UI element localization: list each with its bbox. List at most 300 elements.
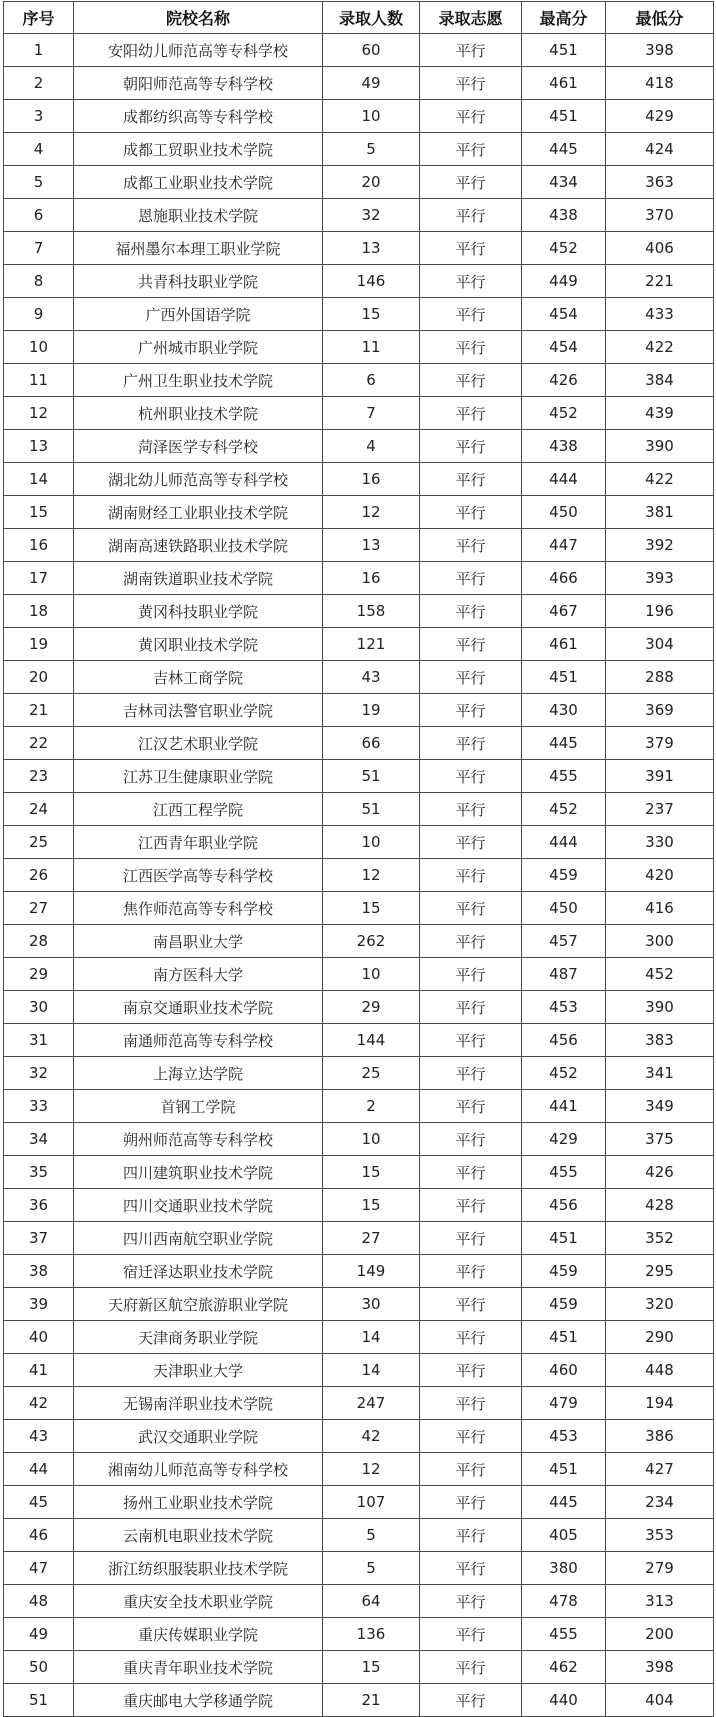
table-row [4,496,714,529]
cell-max-score: 451 [522,1453,606,1486]
header-seq: 序号 [4,2,74,34]
cell-school-name: 四川交通职业技术学院 [74,1189,323,1222]
cell-max-score: 441 [522,1090,606,1123]
cell-school-name: 重庆安全技术职业学院 [74,1585,323,1618]
cell-min-score: 429 [606,100,714,133]
cell-seq: 44 [4,1453,74,1486]
cell-min-score: 427 [606,1453,714,1486]
cell-volunteer-type: 平行 [420,1420,522,1453]
cell-max-score: 452 [522,397,606,430]
cell-admitted-count: 25 [323,1057,420,1090]
cell-seq: 41 [4,1354,74,1387]
table-row [4,166,714,199]
cell-max-score: 444 [522,826,606,859]
cell-school-name: 成都纺织高等专科学校 [74,100,323,133]
cell-school-name: 广州城市职业学院 [74,331,323,364]
cell-seq: 39 [4,1288,74,1321]
table-row [4,1354,714,1387]
cell-min-score: 406 [606,232,714,265]
table-row [4,463,714,496]
cell-school-name: 湖北幼儿师范高等专科学校 [74,463,323,496]
cell-min-score: 300 [606,925,714,958]
cell-volunteer-type: 平行 [420,628,522,661]
cell-seq: 33 [4,1090,74,1123]
cell-min-score: 237 [606,793,714,826]
cell-max-score: 445 [522,1486,606,1519]
cell-admitted-count: 51 [323,793,420,826]
table-row [4,562,714,595]
cell-admitted-count: 10 [323,1123,420,1156]
cell-volunteer-type: 平行 [420,793,522,826]
header-max-score: 最高分 [522,2,606,34]
cell-max-score: 450 [522,892,606,925]
cell-volunteer-type: 平行 [420,1288,522,1321]
table-row [4,1651,714,1684]
cell-min-score: 448 [606,1354,714,1387]
cell-max-score: 455 [522,1618,606,1651]
cell-min-score: 304 [606,628,714,661]
cell-min-score: 363 [606,166,714,199]
cell-school-name: 天津商务职业学院 [74,1321,323,1354]
cell-seq: 15 [4,496,74,529]
cell-school-name: 江汉艺术职业学院 [74,727,323,760]
cell-admitted-count: 5 [323,1552,420,1585]
cell-seq: 1 [4,34,74,67]
cell-seq: 29 [4,958,74,991]
table-row [4,430,714,463]
cell-min-score: 313 [606,1585,714,1618]
cell-max-score: 479 [522,1387,606,1420]
table-row [4,529,714,562]
table-row [4,67,714,100]
cell-volunteer-type: 平行 [420,397,522,430]
cell-admitted-count: 43 [323,661,420,694]
cell-school-name: 首钢工学院 [74,1090,323,1123]
cell-max-score: 455 [522,760,606,793]
cell-min-score: 384 [606,364,714,397]
cell-volunteer-type: 平行 [420,1585,522,1618]
cell-min-score: 390 [606,430,714,463]
cell-volunteer-type: 平行 [420,958,522,991]
cell-min-score: 379 [606,727,714,760]
cell-volunteer-type: 平行 [420,166,522,199]
cell-seq: 12 [4,397,74,430]
cell-school-name: 成都工业职业技术学院 [74,166,323,199]
cell-school-name: 湖南高速铁路职业技术学院 [74,529,323,562]
cell-min-score: 422 [606,463,714,496]
table-row [4,364,714,397]
cell-min-score: 398 [606,34,714,67]
table-row [4,1420,714,1453]
cell-school-name: 湘南幼儿师范高等专科学校 [74,1453,323,1486]
cell-min-score: 200 [606,1618,714,1651]
table-row [4,1387,714,1420]
cell-min-score: 426 [606,1156,714,1189]
cell-school-name: 重庆邮电大学移通学院 [74,1684,323,1717]
cell-min-score: 391 [606,760,714,793]
table-row [4,397,714,430]
cell-min-score: 349 [606,1090,714,1123]
table-row [4,1453,714,1486]
cell-volunteer-type: 平行 [420,133,522,166]
cell-seq: 36 [4,1189,74,1222]
cell-seq: 46 [4,1519,74,1552]
cell-school-name: 黄冈职业技术学院 [74,628,323,661]
cell-min-score: 390 [606,991,714,1024]
cell-seq: 22 [4,727,74,760]
cell-admitted-count: 15 [323,1189,420,1222]
cell-seq: 35 [4,1156,74,1189]
cell-seq: 18 [4,595,74,628]
cell-school-name: 天津职业大学 [74,1354,323,1387]
cell-max-score: 449 [522,265,606,298]
cell-seq: 14 [4,463,74,496]
cell-volunteer-type: 平行 [420,1321,522,1354]
cell-admitted-count: 21 [323,1684,420,1717]
cell-seq: 45 [4,1486,74,1519]
cell-volunteer-type: 平行 [420,562,522,595]
cell-school-name: 扬州工业职业技术学院 [74,1486,323,1519]
table-row [4,1255,714,1288]
cell-seq: 38 [4,1255,74,1288]
table-row [4,958,714,991]
cell-min-score: 381 [606,496,714,529]
cell-max-score: 455 [522,1156,606,1189]
table-row [4,991,714,1024]
cell-seq: 19 [4,628,74,661]
cell-volunteer-type: 平行 [420,463,522,496]
cell-admitted-count: 158 [323,595,420,628]
cell-seq: 11 [4,364,74,397]
cell-seq: 50 [4,1651,74,1684]
cell-max-score: 438 [522,199,606,232]
cell-min-score: 196 [606,595,714,628]
cell-school-name: 福州墨尔本理工职业学院 [74,232,323,265]
table-row [4,232,714,265]
table-header [4,2,714,34]
cell-volunteer-type: 平行 [420,1057,522,1090]
cell-volunteer-type: 平行 [420,331,522,364]
cell-volunteer-type: 平行 [420,1453,522,1486]
cell-max-score: 467 [522,595,606,628]
cell-volunteer-type: 平行 [420,1123,522,1156]
cell-max-score: 453 [522,1420,606,1453]
cell-seq: 51 [4,1684,74,1717]
cell-max-score: 487 [522,958,606,991]
cell-max-score: 444 [522,463,606,496]
cell-school-name: 云南机电职业技术学院 [74,1519,323,1552]
cell-max-score: 454 [522,298,606,331]
cell-max-score: 454 [522,331,606,364]
cell-school-name: 南昌职业大学 [74,925,323,958]
cell-max-score: 459 [522,1255,606,1288]
cell-seq: 4 [4,133,74,166]
cell-school-name: 武汉交通职业学院 [74,1420,323,1453]
cell-seq: 2 [4,67,74,100]
table-row [4,1585,714,1618]
cell-school-name: 菏泽医学专科学校 [74,430,323,463]
cell-seq: 21 [4,694,74,727]
cell-admitted-count: 12 [323,496,420,529]
cell-volunteer-type: 平行 [420,1618,522,1651]
cell-min-score: 369 [606,694,714,727]
cell-seq: 5 [4,166,74,199]
cell-volunteer-type: 平行 [420,1255,522,1288]
cell-volunteer-type: 平行 [420,496,522,529]
table-row [4,1222,714,1255]
cell-max-score: 447 [522,529,606,562]
cell-school-name: 江西医学高等专科学校 [74,859,323,892]
cell-seq: 16 [4,529,74,562]
cell-min-score: 433 [606,298,714,331]
cell-volunteer-type: 平行 [420,1387,522,1420]
cell-school-name: 宿迁泽达职业技术学院 [74,1255,323,1288]
cell-max-score: 466 [522,562,606,595]
cell-school-name: 安阳幼儿师范高等专科学校 [74,34,323,67]
cell-admitted-count: 13 [323,232,420,265]
cell-admitted-count: 149 [323,1255,420,1288]
header-school-name: 院校名称 [74,2,323,34]
cell-min-score: 398 [606,1651,714,1684]
cell-admitted-count: 121 [323,628,420,661]
cell-seq: 17 [4,562,74,595]
cell-volunteer-type: 平行 [420,1651,522,1684]
cell-max-score: 456 [522,1189,606,1222]
cell-school-name: 四川建筑职业技术学院 [74,1156,323,1189]
cell-volunteer-type: 平行 [420,859,522,892]
cell-school-name: 天府新区航空旅游职业学院 [74,1288,323,1321]
table-row [4,892,714,925]
cell-min-score: 279 [606,1552,714,1585]
cell-max-score: 440 [522,1684,606,1717]
cell-admitted-count: 107 [323,1486,420,1519]
table-row [4,760,714,793]
cell-admitted-count: 13 [323,529,420,562]
cell-volunteer-type: 平行 [420,1519,522,1552]
cell-volunteer-type: 平行 [420,100,522,133]
cell-seq: 28 [4,925,74,958]
cell-admitted-count: 15 [323,1156,420,1189]
cell-max-score: 453 [522,991,606,1024]
cell-min-score: 383 [606,1024,714,1057]
cell-seq: 10 [4,331,74,364]
cell-school-name: 无锡南洋职业技术学院 [74,1387,323,1420]
cell-volunteer-type: 平行 [420,991,522,1024]
cell-admitted-count: 10 [323,100,420,133]
cell-admitted-count: 10 [323,826,420,859]
header-admitted-count: 录取人数 [323,2,420,34]
cell-max-score: 429 [522,1123,606,1156]
cell-admitted-count: 11 [323,331,420,364]
cell-admitted-count: 16 [323,562,420,595]
cell-admitted-count: 247 [323,1387,420,1420]
cell-volunteer-type: 平行 [420,727,522,760]
cell-volunteer-type: 平行 [420,1354,522,1387]
cell-school-name: 成都工贸职业技术学院 [74,133,323,166]
cell-admitted-count: 66 [323,727,420,760]
cell-min-score: 341 [606,1057,714,1090]
cell-volunteer-type: 平行 [420,67,522,100]
cell-min-score: 416 [606,892,714,925]
cell-seq: 8 [4,265,74,298]
cell-seq: 9 [4,298,74,331]
cell-volunteer-type: 平行 [420,1552,522,1585]
table-row [4,628,714,661]
cell-school-name: 江西青年职业学院 [74,826,323,859]
cell-school-name: 江苏卫生健康职业学院 [74,760,323,793]
cell-admitted-count: 15 [323,298,420,331]
cell-max-score: 457 [522,925,606,958]
cell-seq: 32 [4,1057,74,1090]
cell-seq: 24 [4,793,74,826]
cell-admitted-count: 51 [323,760,420,793]
cell-min-score: 290 [606,1321,714,1354]
cell-school-name: 朝阳师范高等专科学校 [74,67,323,100]
table-row [4,793,714,826]
cell-volunteer-type: 平行 [420,694,522,727]
table-row [4,1321,714,1354]
cell-min-score: 320 [606,1288,714,1321]
cell-max-score: 430 [522,694,606,727]
cell-seq: 3 [4,100,74,133]
cell-max-score: 451 [522,661,606,694]
cell-max-score: 426 [522,364,606,397]
cell-seq: 7 [4,232,74,265]
cell-max-score: 445 [522,133,606,166]
cell-admitted-count: 60 [323,34,420,67]
table-row [4,661,714,694]
cell-volunteer-type: 平行 [420,1024,522,1057]
cell-min-score: 221 [606,265,714,298]
cell-max-score: 405 [522,1519,606,1552]
cell-school-name: 广西外国语学院 [74,298,323,331]
table-row [4,826,714,859]
cell-admitted-count: 12 [323,859,420,892]
cell-school-name: 共青科技职业学院 [74,265,323,298]
cell-school-name: 湖南铁道职业技术学院 [74,562,323,595]
cell-min-score: 194 [606,1387,714,1420]
cell-admitted-count: 4 [323,430,420,463]
table-row [4,595,714,628]
cell-min-score: 404 [606,1684,714,1717]
cell-max-score: 451 [522,1222,606,1255]
table-row [4,331,714,364]
cell-seq: 27 [4,892,74,925]
cell-volunteer-type: 平行 [420,364,522,397]
cell-seq: 47 [4,1552,74,1585]
cell-seq: 42 [4,1387,74,1420]
cell-seq: 48 [4,1585,74,1618]
cell-min-score: 422 [606,331,714,364]
table-row [4,34,714,67]
cell-seq: 20 [4,661,74,694]
cell-admitted-count: 20 [323,166,420,199]
cell-seq: 13 [4,430,74,463]
cell-school-name: 杭州职业技术学院 [74,397,323,430]
cell-max-score: 438 [522,430,606,463]
cell-max-score: 460 [522,1354,606,1387]
cell-max-score: 451 [522,1321,606,1354]
table-row [4,298,714,331]
header-min-score: 最低分 [606,2,714,34]
cell-volunteer-type: 平行 [420,595,522,628]
cell-admitted-count: 29 [323,991,420,1024]
cell-max-score: 461 [522,628,606,661]
cell-max-score: 459 [522,1288,606,1321]
cell-admitted-count: 64 [323,1585,420,1618]
cell-school-name: 恩施职业技术学院 [74,199,323,232]
cell-admitted-count: 30 [323,1288,420,1321]
table-row [4,100,714,133]
cell-volunteer-type: 平行 [420,826,522,859]
cell-school-name: 黄冈科技职业学院 [74,595,323,628]
cell-max-score: 450 [522,496,606,529]
cell-admitted-count: 15 [323,1651,420,1684]
table-row [4,859,714,892]
cell-volunteer-type: 平行 [420,760,522,793]
cell-max-score: 452 [522,232,606,265]
cell-min-score: 418 [606,67,714,100]
cell-volunteer-type: 平行 [420,529,522,562]
cell-admitted-count: 5 [323,1519,420,1552]
cell-seq: 6 [4,199,74,232]
table-row [4,1684,714,1717]
cell-school-name: 吉林工商学院 [74,661,323,694]
cell-school-name: 朔州师范高等专科学校 [74,1123,323,1156]
cell-admitted-count: 262 [323,925,420,958]
cell-school-name: 上海立达学院 [74,1057,323,1090]
cell-min-score: 352 [606,1222,714,1255]
cell-min-score: 353 [606,1519,714,1552]
cell-min-score: 370 [606,199,714,232]
cell-max-score: 478 [522,1585,606,1618]
cell-admitted-count: 6 [323,364,420,397]
cell-admitted-count: 14 [323,1354,420,1387]
cell-volunteer-type: 平行 [420,1189,522,1222]
cell-school-name: 湖南财经工业职业技术学院 [74,496,323,529]
cell-volunteer-type: 平行 [420,430,522,463]
cell-admitted-count: 146 [323,265,420,298]
cell-min-score: 295 [606,1255,714,1288]
cell-school-name: 浙江纺织服装职业技术学院 [74,1552,323,1585]
cell-min-score: 330 [606,826,714,859]
table-row [4,925,714,958]
cell-admitted-count: 2 [323,1090,420,1123]
table-row [4,1189,714,1222]
cell-school-name: 南京交通职业技术学院 [74,991,323,1024]
header-volunteer-type: 录取志愿 [420,2,522,34]
table-body [4,34,714,1717]
cell-min-score: 424 [606,133,714,166]
cell-seq: 26 [4,859,74,892]
table-row [4,265,714,298]
cell-min-score: 386 [606,1420,714,1453]
cell-volunteer-type: 平行 [420,34,522,67]
cell-max-score: 459 [522,859,606,892]
cell-admitted-count: 7 [323,397,420,430]
cell-seq: 31 [4,1024,74,1057]
cell-max-score: 445 [522,727,606,760]
cell-volunteer-type: 平行 [420,1156,522,1189]
cell-min-score: 288 [606,661,714,694]
cell-min-score: 439 [606,397,714,430]
cell-admitted-count: 10 [323,958,420,991]
cell-school-name: 重庆传媒职业学院 [74,1618,323,1651]
cell-school-name: 吉林司法警官职业学院 [74,694,323,727]
cell-max-score: 462 [522,1651,606,1684]
cell-max-score: 452 [522,793,606,826]
cell-school-name: 南方医科大学 [74,958,323,991]
